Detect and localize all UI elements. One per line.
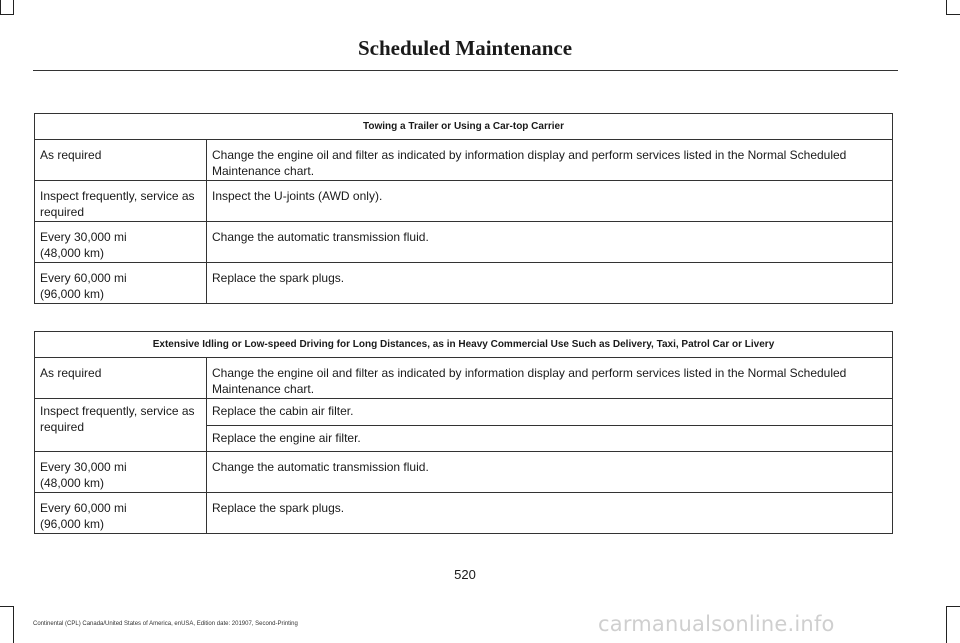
interval-cell: Every 60,000 mi (96,000 km) xyxy=(35,263,207,304)
crop-mark xyxy=(946,606,947,643)
crop-mark xyxy=(946,0,947,14)
interval-cell: Inspect frequently, service as required xyxy=(35,181,207,222)
table-row xyxy=(35,399,893,426)
crop-mark xyxy=(946,606,960,607)
table-row xyxy=(35,263,893,304)
table-heading: Towing a Trailer or Using a Car-top Carrier xyxy=(35,114,893,140)
crop-mark xyxy=(0,606,14,607)
towing-maintenance-table xyxy=(34,113,893,304)
table-row xyxy=(35,222,893,263)
interval-cell: Every 30,000 mi (48,000 km) xyxy=(35,452,207,493)
watermark: carmanualsonline.info xyxy=(598,612,835,636)
crop-mark xyxy=(13,606,14,643)
service-cell: Change the engine oil and filter as indicated by information display and perform services listed in the Normal Scheduled Maintenance chart. xyxy=(207,358,893,399)
crop-mark xyxy=(13,0,14,14)
footer-edition-text: Continental (CPL) Canada/United States of America, enUSA, Edition date: 201907, Second-Printing xyxy=(33,621,298,627)
interval-cell: Inspect frequently, service as required xyxy=(35,399,207,452)
service-cell: Replace the engine air filter. xyxy=(207,425,893,452)
interval-cell: As required xyxy=(35,358,207,399)
interval-cell: Every 30,000 mi (48,000 km) xyxy=(35,222,207,263)
table-row xyxy=(35,140,893,181)
crop-mark xyxy=(946,14,960,15)
service-cell: Replace the spark plugs. xyxy=(207,493,893,534)
crop-mark xyxy=(0,0,1,14)
table-row xyxy=(35,493,893,534)
title-divider xyxy=(33,70,898,71)
service-cell: Replace the cabin air filter. xyxy=(207,399,893,426)
service-cell: Change the automatic transmission fluid. xyxy=(207,452,893,493)
service-cell: Change the automatic transmission fluid. xyxy=(207,222,893,263)
interval-cell: Every 60,000 mi (96,000 km) xyxy=(35,493,207,534)
table-heading: Extensive Idling or Low-speed Driving for Long Distances, as in Heavy Commercial Use Such as Delivery, Taxi, Patrol Car or Livery xyxy=(35,332,893,358)
table-row xyxy=(35,181,893,222)
crop-mark xyxy=(0,14,14,15)
service-cell: Inspect the U-joints (AWD only). xyxy=(207,181,893,222)
interval-cell: As required xyxy=(35,140,207,181)
table-row xyxy=(35,358,893,399)
service-cell: Change the engine oil and filter as indicated by information display and perform services listed in the Normal Scheduled Maintenance chart. xyxy=(207,140,893,181)
page-title: Scheduled Maintenance xyxy=(357,36,573,60)
idling-maintenance-table xyxy=(34,331,893,534)
page-number: 520 xyxy=(454,567,476,582)
table-row xyxy=(35,452,893,493)
service-cell: Replace the spark plugs. xyxy=(207,263,893,304)
